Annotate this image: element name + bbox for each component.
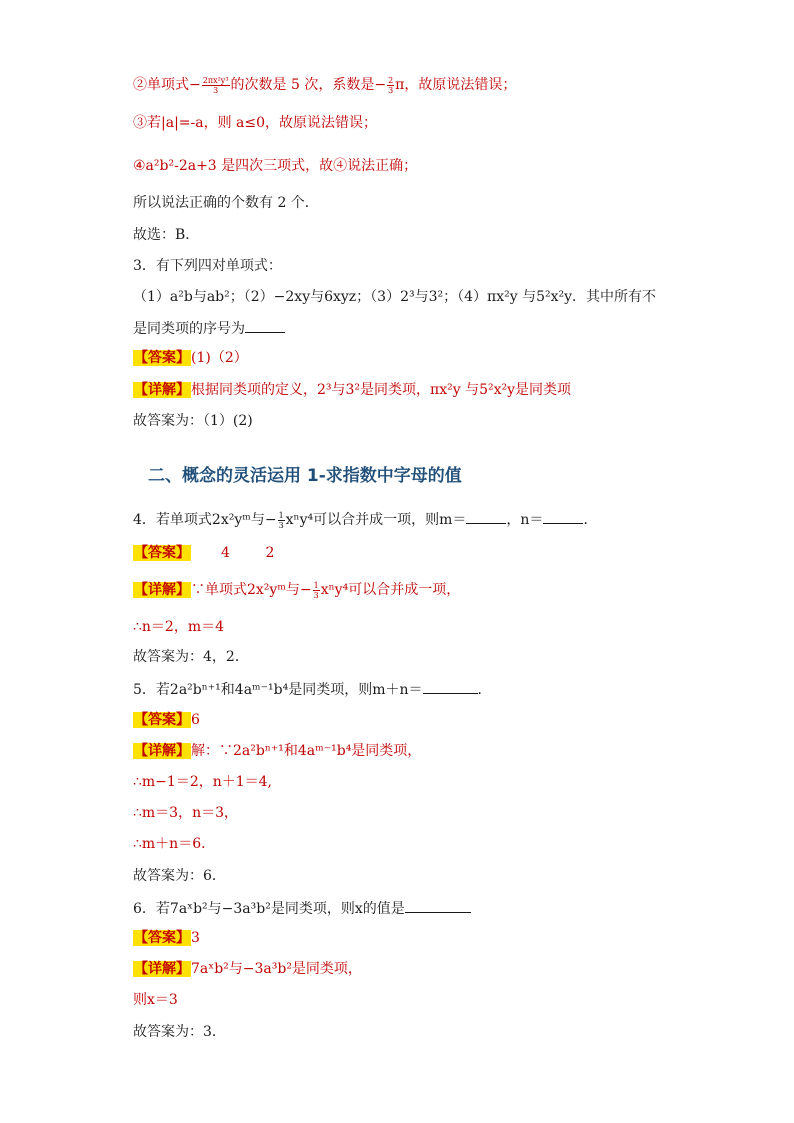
fraction bbox=[278, 511, 285, 530]
text: 是同类项的序号为 bbox=[133, 321, 245, 337]
text: ，n＝ bbox=[506, 512, 544, 528]
text: ． bbox=[477, 682, 492, 698]
detail-label: 【详解】 bbox=[134, 582, 190, 598]
detail-text: 根据同类项的定义，2³与3²是同类项，πx²y 与5²x²y是同类项 bbox=[191, 382, 572, 398]
text: π，故原说法错误； bbox=[395, 77, 517, 93]
numerator: 2πx²y³ bbox=[202, 75, 229, 85]
detail-line bbox=[133, 959, 362, 979]
numerator: 2 bbox=[388, 75, 394, 85]
fraction bbox=[202, 76, 230, 95]
solution-step: ∴m＝3，n＝3， bbox=[133, 805, 239, 821]
text: 6．若7aˣb²与−3a³b²是同类项，则x的值是 bbox=[133, 901, 405, 917]
fraction bbox=[387, 76, 394, 95]
line-item-2 bbox=[133, 75, 516, 95]
answer-blank-n bbox=[543, 509, 583, 524]
answer-line bbox=[133, 928, 200, 948]
question-4 bbox=[133, 509, 597, 530]
answer-line bbox=[133, 543, 274, 563]
solution-step: ∴n＝2，m＝4 bbox=[133, 619, 225, 635]
detail-line bbox=[133, 380, 571, 400]
question-3-items: （1）a²b与ab²；（2）−2xy与6xyz；（3）2³与3²；（4）πx²y 与5²x²y．其中所有不 bbox=[133, 289, 657, 305]
text: xⁿy⁴可以合并成一项，则m＝ bbox=[285, 512, 467, 528]
question-3: 3．有下列四对单项式： bbox=[133, 258, 282, 274]
answer-blank bbox=[405, 898, 471, 913]
detail-label: 【详解】 bbox=[134, 961, 190, 977]
answer-value: (1)（2） bbox=[191, 350, 248, 366]
text: ②单项式− bbox=[133, 77, 201, 93]
numerator: 1 bbox=[278, 510, 284, 520]
answer-value: 3 bbox=[191, 930, 200, 946]
text: 4．若单项式2x²yᵐ与− bbox=[133, 512, 277, 528]
text: 5．若2a²bⁿ⁺¹和4aᵐ⁻¹b⁴是同类项，则m＋n＝ bbox=[133, 682, 423, 698]
detail-label: 【详解】 bbox=[134, 743, 190, 759]
text: 的次数是 5 次，系数是− bbox=[230, 77, 387, 93]
summary-line: 所以说法正确的个数有 2 个． bbox=[133, 195, 319, 211]
answer-blank bbox=[423, 679, 478, 694]
numerator: 1 bbox=[313, 580, 319, 590]
denominator: 3 bbox=[278, 520, 284, 530]
solution-step: 则x＝3 bbox=[133, 992, 178, 1008]
detail-label: 【详解】 bbox=[134, 382, 190, 398]
final-answer: 故答案为：4，2． bbox=[133, 649, 249, 665]
question-3-tail bbox=[133, 318, 285, 339]
line-item-4: ④a²b²-2a+3 是四次三项式，故④说法正确； bbox=[133, 158, 418, 174]
section-title: 二、概念的灵活运用 1-求指数中字母的值 bbox=[148, 466, 462, 486]
line-item-3: ③若|a|=-a，则 a≤0，故原说法错误； bbox=[133, 115, 378, 131]
question-6 bbox=[133, 898, 471, 919]
detail-text: ∵单项式2x²yᵐ与− bbox=[191, 582, 312, 598]
text: ． bbox=[583, 512, 598, 528]
fraction bbox=[313, 581, 320, 600]
denominator: 3 bbox=[388, 85, 394, 95]
denominator: 3 bbox=[313, 590, 319, 600]
answer-label: 【答案】 bbox=[134, 545, 190, 561]
choice-line: 故选：B． bbox=[133, 227, 200, 243]
detail-text: xⁿy⁴可以合并成一项， bbox=[320, 582, 461, 598]
detail-line bbox=[133, 580, 460, 600]
solution-step: ∴m＋n＝6． bbox=[133, 836, 216, 852]
solution-step: ∴m−1＝2，n＋1＝4, bbox=[133, 774, 273, 790]
answer-line bbox=[133, 348, 248, 368]
answer-value: 6 bbox=[191, 712, 200, 728]
answer-label: 【答案】 bbox=[134, 350, 190, 366]
detail-text: 7aˣb²与−3a³b²是同类项， bbox=[191, 961, 362, 977]
answer-label: 【答案】 bbox=[134, 712, 190, 728]
answer-value: 4 2 bbox=[221, 545, 275, 561]
answer-label: 【答案】 bbox=[134, 930, 190, 946]
question-5 bbox=[133, 679, 492, 700]
final-answer: 故答案为：3． bbox=[133, 1024, 226, 1040]
answer-blank bbox=[245, 318, 285, 333]
detail-text: 解：∵2a²bⁿ⁺¹和4aᵐ⁻¹b⁴是同类项， bbox=[191, 743, 422, 759]
final-answer: 故答案为：（1）(2) bbox=[133, 413, 253, 429]
denominator: 3 bbox=[213, 85, 219, 95]
final-answer: 故答案为：6． bbox=[133, 868, 226, 884]
detail-line bbox=[133, 741, 421, 761]
answer-blank-m bbox=[466, 509, 506, 524]
answer-line bbox=[133, 710, 200, 730]
